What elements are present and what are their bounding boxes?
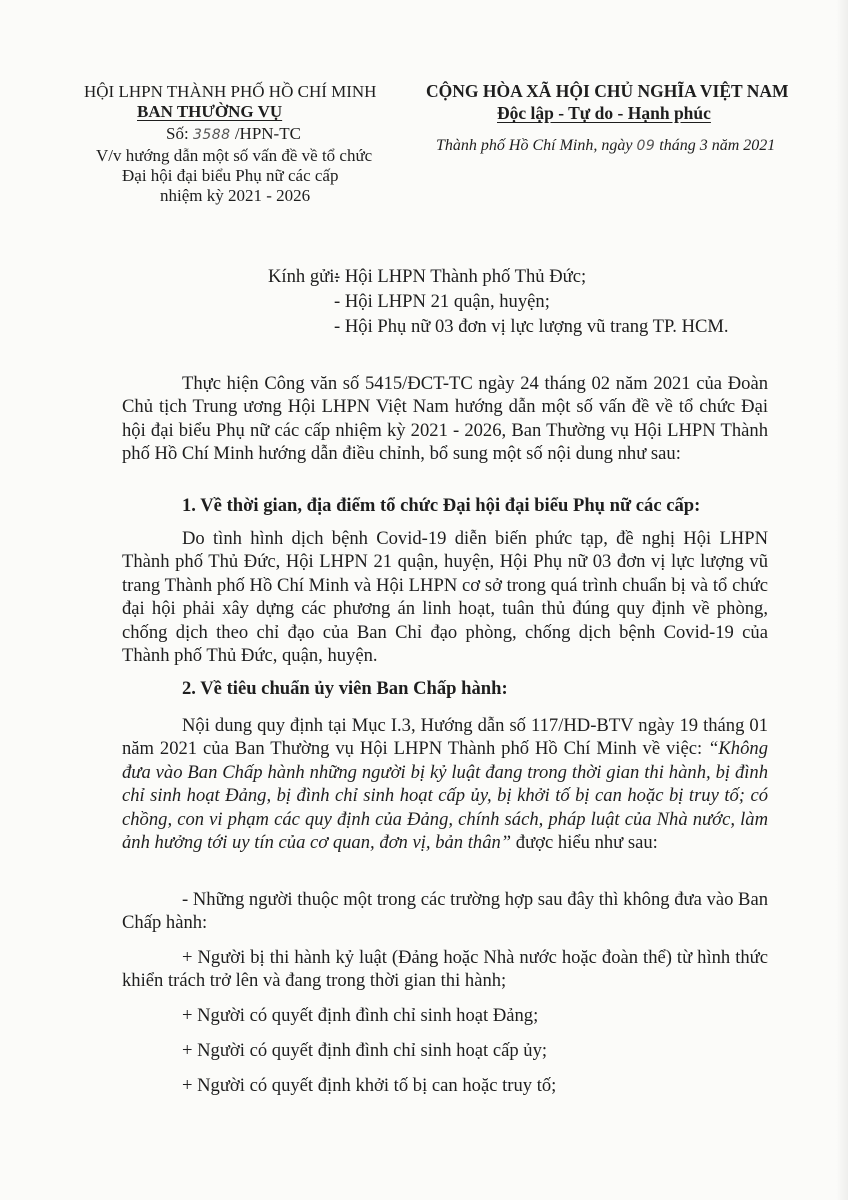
recipient-row [268,314,729,339]
number-suffix: /HPN-TC [234,124,301,143]
sub-item: + Người có quyết định đình chỉ sinh hoạt cấp ủy; [182,1040,548,1061]
bullet-main: - Những người thuộc một trong các trường hợp sau đây thì không đưa vào Ban Chấp hành: [122,889,768,934]
document-number [166,124,301,145]
section-2-body-end: được hiểu như sau: [511,832,658,854]
scan-edge-shadow [836,0,848,1200]
recipient-row [268,289,729,314]
section-2-heading: 2. Về tiêu chuẩn ủy viên Ban Chấp hành: [182,678,508,699]
national-motto: Độc lập - Tự do - Hạnh phúc [497,103,711,123]
recipient-row [268,264,729,289]
subject-line-3: nhiệm kỳ 2021 - 2026 [160,186,311,205]
section-2-body [122,714,768,854]
intro-paragraph: Thực hiện Công văn số 5415/ĐCT-TC ngày 24 tháng 02 năm 2021 của Đoàn Chủ tịch Trung ương Hội LHPN Việt Nam hướng dẫn một số vấn đề về tổ chức Đại hội đại biểu Phụ nữ các cấp nhiệm kỳ 2021 - 2026, Ban Thường vụ Hội LHPN Thành phố Hồ Chí Minh hướng dẫn điều chỉnh, bổ sung một số nội dung như sau: [122,373,768,465]
issue-date [436,137,775,155]
recipients-label: Kính gửi: [268,266,340,287]
recipient-item: - Hội Phụ nữ 03 đơn vị lực lượng vũ trang TP. HCM. [334,316,729,337]
section-1-body: Do tình hình dịch bệnh Covid-19 diễn biến phức tạp, đề nghị Hội LHPN Thành phố Thủ Đức, Hội LHPN 21 quận, huyện, Hội Phụ nữ 03 đơn vị lực lượng vũ trang Thành phố Hồ Chí Minh và Hội LHPN cơ sở trong quá trình chuẩn bị và tổ chức đại hội phải xây dựng các phương án linh hoạt, tuân thủ đúng quy định về phòng, chống dịch theo chỉ đạo của Ban Chỉ đạo phòng, chống dịch bệnh Covid-19 của Thành phố Thủ Đức, quận, huyện. [122,528,768,667]
number-prefix: Số: [166,124,189,143]
subject-line-1: V/v hướng dẫn một số vấn đề về tổ chức [96,146,373,165]
national-title: CỘNG HÒA XÃ HỘI CHỦ NGHĨA VIỆT NAM [426,81,789,101]
section-2-quote: “Không đưa vào Ban Chấp hành những người bị kỷ luật đang trong thời gian thi hành, bị đình chỉ sinh hoạt Đảng, bị đình chỉ sinh hoạt cấp ủy, bị khởi tố bị can hoặc bị truy tố; có chồng, con vi phạm các quy định của Đảng, chính sách, pháp luật của Nhà nước, làm ảnh hưởng tới uy tín của cơ quan, đơn vị, bản thân” [122,738,768,854]
issuing-organization: HỘI LHPN THÀNH PHỐ HỒ CHÍ MINH [84,82,377,101]
date-prefix: Thành phố Hồ Chí Minh, ngày [436,137,633,154]
sub-item: + Người có quyết định khởi tố bị can hoặc truy tố; [182,1075,557,1096]
date-suffix: tháng 3 năm 2021 [659,137,776,154]
subject-line-2: Đại hội đại biểu Phụ nữ các cấp [122,166,339,185]
recipients-block [268,264,729,339]
recipient-item: - Hội LHPN 21 quận, huyện; [334,291,550,312]
section-1-heading: 1. Về thời gian, địa điểm tổ chức Đại hội đại biểu Phụ nữ các cấp: [182,495,701,516]
handwritten-number: 3588 [192,127,231,143]
sub-item: + Người bị thi hành kỷ luật (Đảng hoặc Nhà nước hoặc đoàn thể) từ hình thức khiển trách trở lên và đang trong thời gian thi hành; [122,947,768,992]
recipient-item: - Hội LHPN Thành phố Thủ Đức; [334,266,587,287]
sub-item: + Người có quyết định đình chỉ sinh hoạt Đảng; [182,1005,539,1026]
issuing-department: BAN THƯỜNG VỤ [137,102,283,121]
handwritten-day: 09 [636,138,656,154]
section-2-body-start: Nội dung quy định tại Mục I.3, Hướng dẫn số 117/HD-BTV ngày 19 tháng 01 năm 2021 của Ban Thường vụ Hội LHPN Thành phố Hồ Chí Minh về việc: [122,715,768,760]
